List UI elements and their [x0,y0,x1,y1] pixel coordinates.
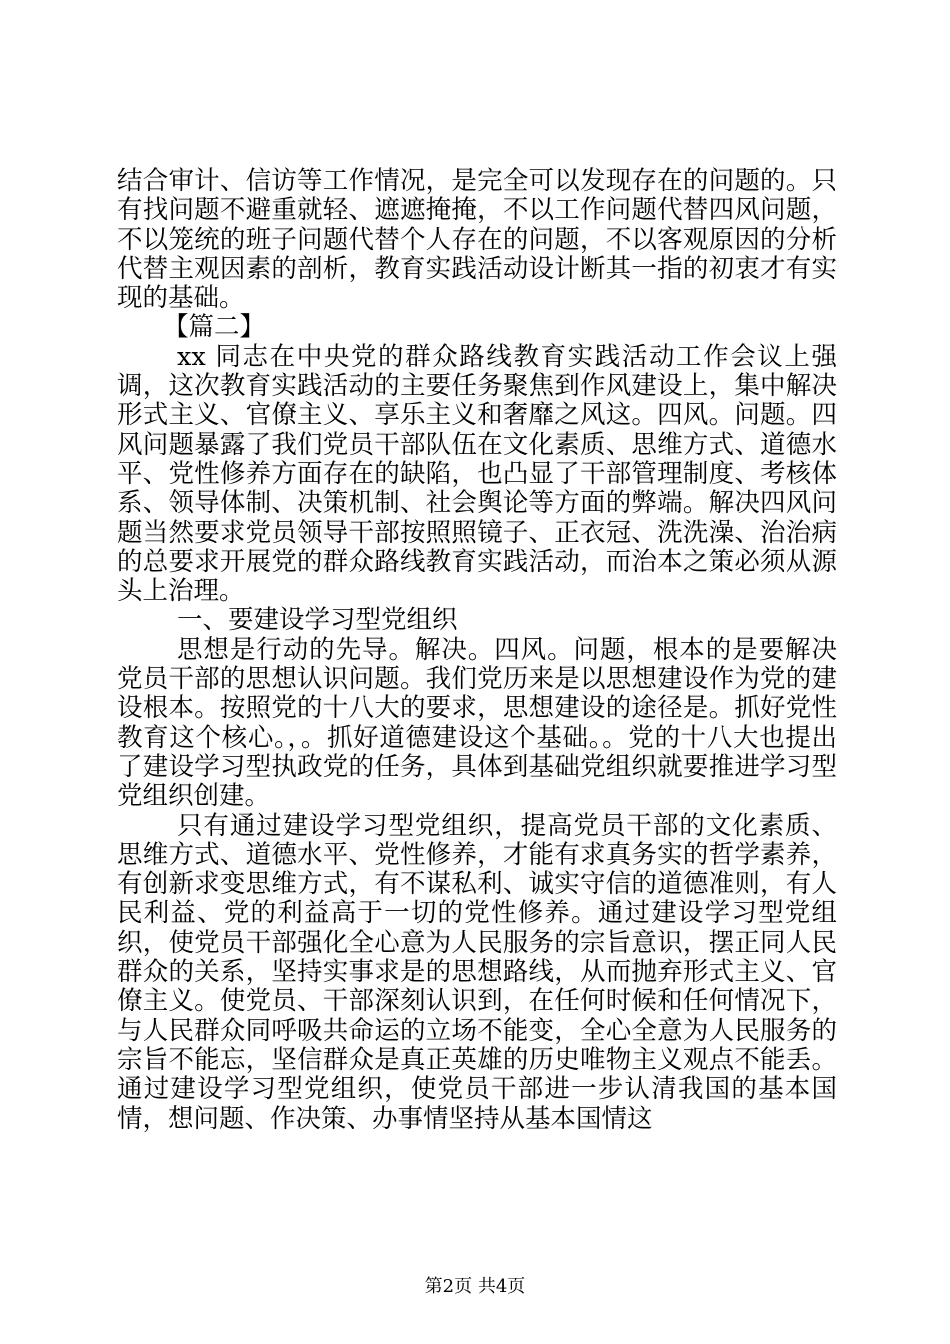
document-body [117,167,837,1134]
paragraph-thought-guide: 思想是行动的先导。解决。四风。问题，根本的是要解决党员干部的思想认识问题。我们党历来是以思想建设作为党的建设根本。按照党的十八大的要求，思想建设的途径是。抓好党性教育这个核心。，。抓好道德建设这个基础。。党的十八大也提出了建设学习型执政党的任务，具体到基础党组织就要推进学习型党组织创建。 [117,634,837,812]
paragraph-intro: xx 同志在中央党的群众路线教育实践活动工作会议上强调，这次教育实践活动的主要任务聚焦到作风建设上，集中解决形式主义、官僚主义、享乐主义和奢靡之风这。四风。问题。四风问题暴露了我们党员干部队伍在文化素质、思维方式、道德水平、党性修养方面存在的缺陷，也凸显了干部管理制度、考核体系、领导体制、决策机制、社会舆论等方面的弊端。解决四风问题当然要求党员领导干部按照照镜子、正衣冠、洗洗澡、治治病的总要求开展党的群众路线教育实践活动，而治本之策必须从源头上治理。 [117,341,837,607]
section-heading-part-two: 【篇二】 [163,312,266,343]
paragraph-continuation: 结合审计、信访等工作情况，是完全可以发现存在的问题的。只有找问题不避重就轻、遮遮掩掩，不以工作问题代替四风问题，不以笼统的班子问题代替个人存在的问题，不以客观原因的分析代替主观因素的剖析，教育实践活动设计断其一指的初衷才有实现的基础。 [117,166,837,314]
paragraph-learning-organization: 只有通过建设学习型党组织，提高党员干部的文化素质、思维方式、道德水平、党性修养，才能有求真务实的哲学素养，有创新求变思维方式，有不谋私利、诚实守信的道德准则，有人民利益、党的利益高于一切的党性修养。通过建设学习型党组织，使党员干部强化全心意为人民服务的宗旨意识，摆正同人民群众的关系，坚持实事求是的思想路线，从而抛弃形式主义、官僚主义。使党员、干部深刻认识到，在任何时候和任何情况下，与人民群众同呼吸共命运的立场不能变，全心全意为人民服务的宗旨不能忘，坚信群众是真正英雄的历史唯物主义观点不能丢。通过建设学习型党组织，使党员干部进一步认清我国的基本国情，想问题、作决策、办事情坚持从基本国情这 [117,810,837,1134]
page-number-footer: 第2页 共4页 [424,1276,526,1297]
subheading-learning-party: 一、要建设学习型党组织 [177,605,458,636]
